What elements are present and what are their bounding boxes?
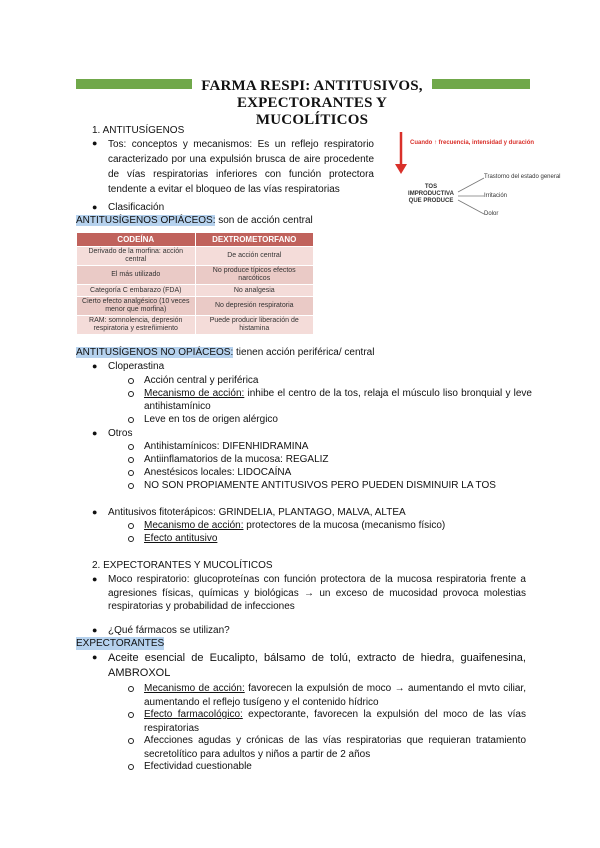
fito-efecto: Efecto antitusivo — [144, 533, 218, 544]
table-row: El más utilizado No produce típicos efectos narcóticos — [77, 266, 314, 285]
tos-text: Tos: conceptos y mecanismos: Es un reflejo respiratorio caracterizado por una expulsión brusca de aire procedente de vías respiratorias inferiores con función protectora tendente a evitar el bloqueo de las vías respiratorias — [108, 139, 374, 195]
otros-item: Antihistamínicos: DIFENHIDRAMINA — [144, 441, 309, 452]
opiaceos-line: ANTITUSÍGENOS OPIÁCEOS: son de acción central — [76, 215, 313, 226]
sub-bullet — [128, 483, 134, 489]
sub-bullet — [128, 470, 134, 476]
exp-efectividad: Efectividad cuestionable — [144, 761, 252, 772]
sub-bullet — [128, 686, 134, 692]
fito-mecanismo: Mecanismo de acción: protectores de la mucosa (mecanismo físico) — [144, 520, 446, 531]
clo-item: Acción central y periférica — [144, 375, 259, 386]
bullet: ● — [92, 625, 98, 635]
title-bar-left — [76, 79, 194, 89]
page-title: FARMA RESPI: ANTITUSIVOS, EXPECTORANTES Y MUCOLÍTICOS — [192, 78, 432, 129]
sub-bullet — [128, 536, 134, 542]
section1-heading: 1. ANTITUSÍGENOS — [92, 125, 185, 136]
otros-item: NO SON PROPIAMENTE ANTITUSIVOS PERO PUEDEN DISMINUIR LA TOS — [144, 480, 496, 491]
diagram-arrow-text: Cuando ↑ frecuencia, intensidad y duración — [410, 140, 535, 146]
sub-bullet — [128, 457, 134, 463]
diagram-item: Irritación — [484, 193, 508, 199]
moco-text: Moco respiratorio: glucoproteínas con función protectora de la mucosa respiratoria frente a agresiones físicas, químicas y biológicas → un exceso de mucosidad provoca molestias respiratorias y probabilidad de infecciones — [108, 574, 526, 612]
bullet: ● — [92, 202, 98, 212]
sub-bullet — [128, 738, 134, 744]
sub-bullet — [128, 417, 134, 423]
table-row: Derivado de la morfina: acción central De acción central — [77, 247, 314, 266]
sub-bullet — [128, 378, 134, 384]
opiaceos-table — [76, 232, 314, 335]
farmacos-question: ¿Qué fármacos se utilizan? — [108, 625, 230, 636]
table-row: RAM: somnolencia, depresión respiratoria y estreñimiento Puede producir liberación de histamina — [77, 316, 314, 335]
table-header: DEXTROMETORFANO — [195, 233, 314, 247]
exp-efecto: Efecto farmacológico: expectorante, favorecen la expulsión del moco de las vías respiratorias — [144, 709, 526, 734]
bullet: ● — [92, 574, 98, 584]
sub-bullet — [128, 444, 134, 450]
bullet: ● — [92, 361, 98, 371]
sub-bullet — [128, 764, 134, 770]
otros: Otros — [108, 428, 133, 439]
fitoterapicos: Antitusivos fitoterápicos: GRINDELIA, PLANTAGO, MALVA, ALTEA — [108, 507, 406, 518]
expectorantes-label: EXPECTORANTES — [76, 638, 165, 649]
sub-bullet — [128, 712, 134, 718]
no-opiaceos-line: ANTITUSÍGENOS NO OPIÁCEOS: tienen acción periférica/ central — [76, 347, 375, 358]
title-bar-right — [430, 79, 530, 89]
table-header: CODEÍNA — [77, 233, 196, 247]
diagram-item: Trastorno del estado general — [484, 174, 561, 180]
cloperastina: Cloperastina — [108, 361, 165, 372]
table-row: Categoría C embarazo (FDA) No analgesia — [77, 285, 314, 297]
sub-bullet — [128, 523, 134, 529]
clasificacion: Clasificación — [108, 202, 165, 213]
sub-bullet — [128, 391, 134, 397]
bullet: ● — [92, 428, 98, 438]
otros-item: Anestésicos locales: LIDOCAÍNA — [144, 467, 292, 478]
otros-item: Antiinflamatorios de la mucosa: REGALIZ — [144, 454, 329, 465]
exp-mecanismo: Mecanismo de acción: favorecen la expulsión de moco → aumentando el mvto ciliar, aumentando el reflejo tusígeno y el contenido hídrico — [144, 683, 526, 708]
clo-mecanismo: Mecanismo de acción: inhibe el centro de la tos, relaja el músculo liso bronquial y leve antihistamínico — [144, 388, 532, 412]
diagram-item: Dolor — [484, 211, 499, 217]
diagram-center: TOS IMPRODUCTIVA QUE PRODUCE — [408, 184, 454, 204]
bullet: ● — [92, 652, 98, 662]
bullet: ● — [92, 507, 98, 517]
aceite-text: Aceite esencial de Eucalipto, bálsamo de tolú, extracto de hiedra, guaifenesina, AMBROXOL — [108, 652, 526, 679]
clo-item: Leve en tos de origen alérgico — [144, 414, 278, 425]
exp-afecciones: Afecciones agudas y crónicas de las vías respiratorias que requieran tratamiento secretolítico para adultos y niños a partir de 2 años — [144, 735, 526, 760]
table-row: Cierto efecto analgésico (10 veces menor que morfina) No depresión respiratoria — [77, 297, 314, 316]
bullet: ● — [92, 138, 98, 148]
section2-heading: 2. EXPECTORANTES Y MUCOLÍTICOS — [92, 560, 273, 571]
red-arrow-head — [395, 164, 407, 174]
